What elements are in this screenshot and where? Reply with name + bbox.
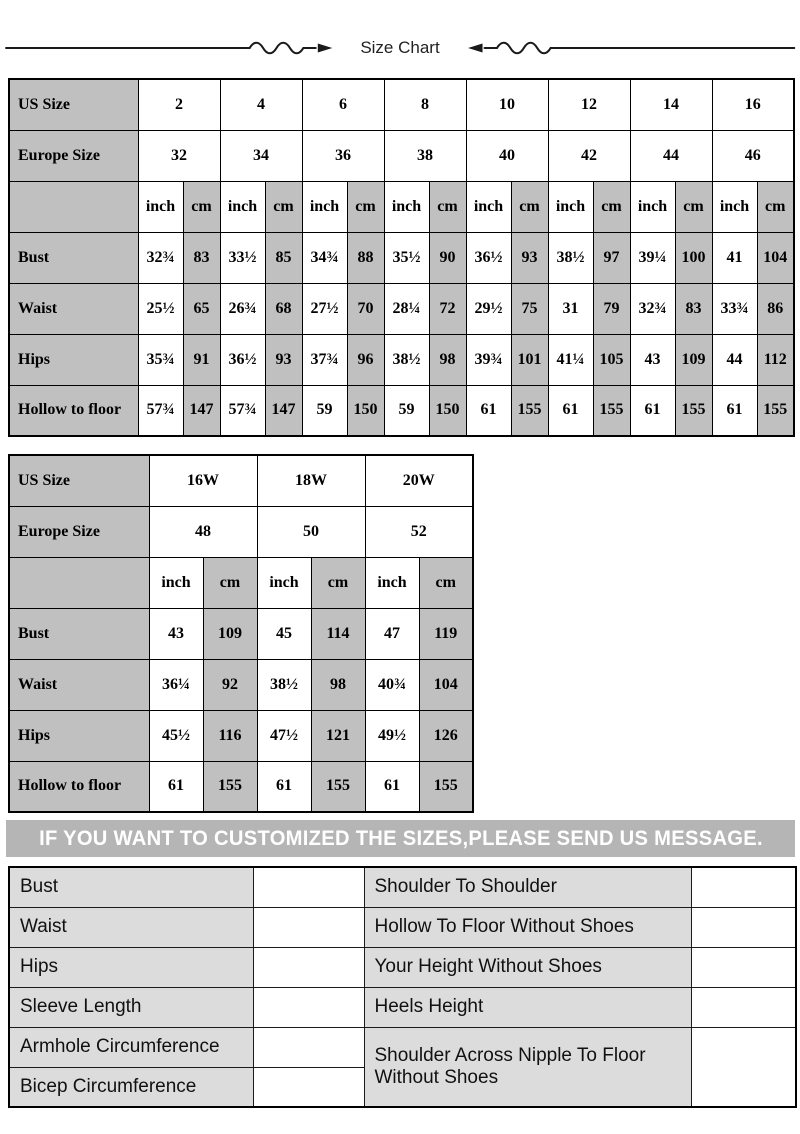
unit-cm-header: cm: [429, 181, 466, 232]
cm-value: 116: [203, 710, 257, 761]
measurement-label: Hollow to floor: [9, 385, 138, 436]
inch-value: 61: [149, 761, 203, 812]
inch-value: 32¾: [138, 232, 183, 283]
unit-cm-header: cm: [183, 181, 220, 232]
inch-value: 59: [302, 385, 347, 436]
form-value-blank: [253, 947, 364, 987]
cm-value: 155: [675, 385, 712, 436]
us-size-value: 2: [138, 79, 220, 130]
form-value-blank: [253, 907, 364, 947]
cm-value: 75: [511, 283, 548, 334]
wavy-arrow-right-icon: [466, 40, 796, 56]
unit-inch-header: inch: [257, 557, 311, 608]
us-size-value: 10: [466, 79, 548, 130]
measurement-label: Hips: [9, 710, 149, 761]
us-size-value: 18W: [257, 455, 365, 506]
inch-value: 28¼: [384, 283, 429, 334]
customization-banner: [6, 820, 795, 857]
unit-inch-header: inch: [548, 181, 593, 232]
us-size-value: 16: [712, 79, 794, 130]
form-label: Shoulder To Shoulder: [364, 867, 691, 907]
cm-value: 65: [183, 283, 220, 334]
customization-banner-text: IF YOU WANT TO CUSTOMIZED THE SIZES,PLEASE SEND US MESSAGE.: [38, 826, 763, 850]
cm-value: 90: [429, 232, 466, 283]
form-value-blank: [691, 987, 796, 1027]
size-table-plus: [8, 454, 474, 813]
inch-value: 43: [630, 334, 675, 385]
inch-value: 38½: [257, 659, 311, 710]
wavy-arrow-left-icon: [4, 40, 334, 56]
cm-value: 155: [419, 761, 473, 812]
inch-value: 43: [149, 608, 203, 659]
us-size-value: 4: [220, 79, 302, 130]
unit-cm-header: cm: [675, 181, 712, 232]
inch-value: 27½: [302, 283, 347, 334]
inch-value: 40¾: [365, 659, 419, 710]
inch-value: 45½: [149, 710, 203, 761]
form-label: Hips: [9, 947, 253, 987]
cm-value: 121: [311, 710, 365, 761]
inch-value: 61: [712, 385, 757, 436]
inch-value: 45: [257, 608, 311, 659]
unit-inch-header: inch: [149, 557, 203, 608]
cm-value: 155: [311, 761, 365, 812]
measurement-label: Waist: [9, 283, 138, 334]
inch-value: 38½: [548, 232, 593, 283]
page-title: Size Chart: [360, 38, 440, 57]
unit-inch-header: inch: [220, 181, 265, 232]
europe-size-label: Europe Size: [9, 130, 138, 181]
europe-size-value: 34: [220, 130, 302, 181]
form-value-blank: [253, 867, 364, 907]
inch-value: 38½: [384, 334, 429, 385]
cm-value: 147: [183, 385, 220, 436]
cm-value: 96: [347, 334, 384, 385]
europe-size-value: 50: [257, 506, 365, 557]
inch-value: 61: [365, 761, 419, 812]
form-value-blank: [253, 1027, 364, 1067]
unit-cm-header: cm: [265, 181, 302, 232]
cm-value: 104: [757, 232, 794, 283]
cm-value: 155: [757, 385, 794, 436]
cm-value: 68: [265, 283, 302, 334]
inch-value: 29½: [466, 283, 511, 334]
inch-value: 32¾: [630, 283, 675, 334]
europe-size-value: 42: [548, 130, 630, 181]
inch-value: 36¼: [149, 659, 203, 710]
us-size-value: 6: [302, 79, 384, 130]
europe-size-value: 40: [466, 130, 548, 181]
form-label: Sleeve Length: [9, 987, 253, 1027]
inch-value: 61: [257, 761, 311, 812]
cm-value: 88: [347, 232, 384, 283]
unit-cm-header: cm: [593, 181, 630, 232]
europe-size-value: 48: [149, 506, 257, 557]
cm-value: 98: [429, 334, 466, 385]
form-label: Your Height Without Shoes: [364, 947, 691, 987]
inch-value: 35¾: [138, 334, 183, 385]
cm-value: 112: [757, 334, 794, 385]
measurement-label: Bust: [9, 232, 138, 283]
cm-value: 101: [511, 334, 548, 385]
us-size-value: 8: [384, 79, 466, 130]
inch-value: 44: [712, 334, 757, 385]
cm-value: 93: [265, 334, 302, 385]
form-value-blank: [253, 1067, 364, 1107]
cm-value: 126: [419, 710, 473, 761]
corner-cell: [9, 181, 138, 232]
cm-value: 109: [203, 608, 257, 659]
title-row: [4, 38, 796, 58]
form-label: Bust: [9, 867, 253, 907]
us-size-value: 14: [630, 79, 712, 130]
cm-value: 100: [675, 232, 712, 283]
cm-value: 83: [675, 283, 712, 334]
inch-value: 57¾: [138, 385, 183, 436]
inch-value: 25½: [138, 283, 183, 334]
us-size-label: US Size: [9, 79, 138, 130]
inch-value: 39¾: [466, 334, 511, 385]
inch-value: 49½: [365, 710, 419, 761]
cm-value: 98: [311, 659, 365, 710]
inch-value: 61: [466, 385, 511, 436]
cm-value: 79: [593, 283, 630, 334]
cm-value: 109: [675, 334, 712, 385]
cm-value: 93: [511, 232, 548, 283]
measurement-label: Waist: [9, 659, 149, 710]
europe-size-value: 36: [302, 130, 384, 181]
cm-value: 105: [593, 334, 630, 385]
unit-cm-header: cm: [203, 557, 257, 608]
inch-value: 41¼: [548, 334, 593, 385]
unit-inch-header: inch: [302, 181, 347, 232]
inch-value: 39¼: [630, 232, 675, 283]
inch-value: 36½: [220, 334, 265, 385]
inch-value: 59: [384, 385, 429, 436]
cm-value: 83: [183, 232, 220, 283]
unit-cm-header: cm: [757, 181, 794, 232]
us-size-value: 12: [548, 79, 630, 130]
unit-inch-header: inch: [712, 181, 757, 232]
form-label: Heels Height: [364, 987, 691, 1027]
europe-size-value: 46: [712, 130, 794, 181]
measurement-label: Hollow to floor: [9, 761, 149, 812]
unit-cm-header: cm: [311, 557, 365, 608]
inch-value: 31: [548, 283, 593, 334]
unit-inch-header: inch: [138, 181, 183, 232]
europe-size-value: 52: [365, 506, 473, 557]
inch-value: 33½: [220, 232, 265, 283]
europe-size-value: 38: [384, 130, 466, 181]
unit-inch-header: inch: [630, 181, 675, 232]
form-label: Hollow To Floor Without Shoes: [364, 907, 691, 947]
cm-value: 70: [347, 283, 384, 334]
cm-value: 147: [265, 385, 302, 436]
inch-value: 34¾: [302, 232, 347, 283]
custom-measurements-table: [8, 866, 797, 1108]
unit-cm-header: cm: [347, 181, 384, 232]
cm-value: 150: [347, 385, 384, 436]
us-size-value: 16W: [149, 455, 257, 506]
form-label: Bicep Circumference: [9, 1067, 253, 1107]
inch-value: 47: [365, 608, 419, 659]
form-value-blank: [691, 947, 796, 987]
unit-inch-header: inch: [384, 181, 429, 232]
inch-value: 36½: [466, 232, 511, 283]
cm-value: 97: [593, 232, 630, 283]
europe-size-value: 44: [630, 130, 712, 181]
form-label: Shoulder Across Nipple To Floor Without Shoes: [364, 1027, 691, 1107]
unit-cm-header: cm: [511, 181, 548, 232]
inch-value: 33¾: [712, 283, 757, 334]
unit-cm-header: cm: [419, 557, 473, 608]
form-value-blank: [691, 1027, 796, 1107]
inch-value: 47½: [257, 710, 311, 761]
europe-size-label: Europe Size: [9, 506, 149, 557]
form-value-blank: [691, 867, 796, 907]
inch-value: 61: [630, 385, 675, 436]
unit-inch-header: inch: [365, 557, 419, 608]
cm-value: 155: [593, 385, 630, 436]
cm-value: 72: [429, 283, 466, 334]
corner-cell: [9, 557, 149, 608]
measurement-label: Bust: [9, 608, 149, 659]
form-value-blank: [253, 987, 364, 1027]
unit-inch-header: inch: [466, 181, 511, 232]
cm-value: 86: [757, 283, 794, 334]
form-value-blank: [691, 907, 796, 947]
cm-value: 114: [311, 608, 365, 659]
inch-value: 61: [548, 385, 593, 436]
cm-value: 119: [419, 608, 473, 659]
cm-value: 150: [429, 385, 466, 436]
size-table-standard: [8, 78, 795, 437]
inch-value: 41: [712, 232, 757, 283]
inch-value: 37¾: [302, 334, 347, 385]
cm-value: 91: [183, 334, 220, 385]
form-label: Armhole Circumference: [9, 1027, 253, 1067]
cm-value: 104: [419, 659, 473, 710]
cm-value: 155: [203, 761, 257, 812]
us-size-value: 20W: [365, 455, 473, 506]
inch-value: 26¾: [220, 283, 265, 334]
cm-value: 85: [265, 232, 302, 283]
us-size-label: US Size: [9, 455, 149, 506]
measurement-label: Hips: [9, 334, 138, 385]
cm-value: 155: [511, 385, 548, 436]
inch-value: 57¾: [220, 385, 265, 436]
inch-value: 35½: [384, 232, 429, 283]
europe-size-value: 32: [138, 130, 220, 181]
form-label: Waist: [9, 907, 253, 947]
cm-value: 92: [203, 659, 257, 710]
